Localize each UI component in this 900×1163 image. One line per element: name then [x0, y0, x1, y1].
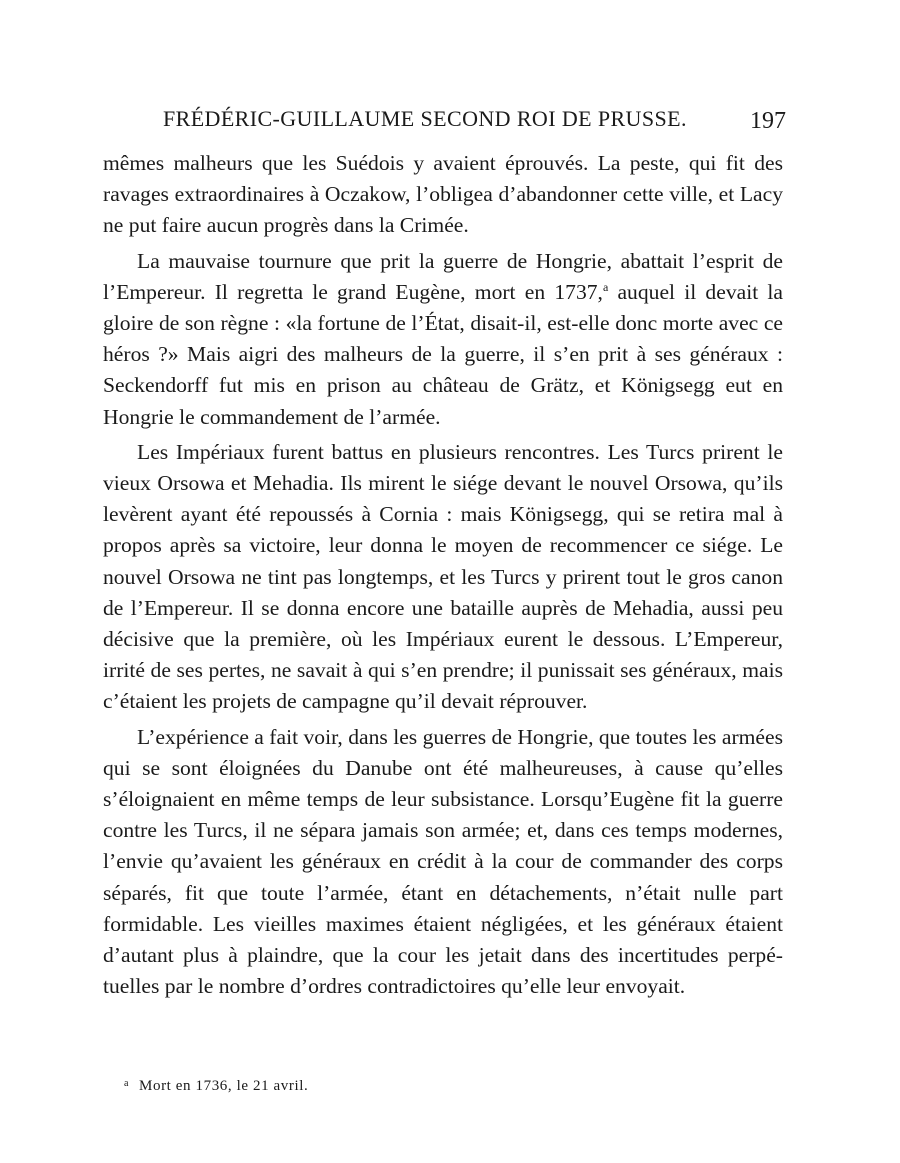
- page-number: 197: [750, 108, 786, 134]
- paragraph-continued: mêmes malheurs que les Suédois y avaient éprouvés. La peste, qui fit des ravages extraordinaires à Oczakow, l’obligea d’abandonner cette ville, et Lacy ne put faire aucun progrès dans la Crimée.: [103, 151, 783, 238]
- paragraph: L’expérience a fait voir, dans les guerres de Hongrie, que toutes les armées qui se sont éloignées du Danube ont été malheureuses, à cause qu’elles s’éloignaient en même temps de leur subsistance. Lorsqu’Eugène fit la guerre contre les Turcs, il ne sépara jamais son armée; et, dans ces temps modernes, l’envie qu’avaient les généraux en crédit à la cour de commander des corps séparés, fit que toute l’armée, étant en détachements, n’était nulle part formidable. Les vieilles maximes étaient négligées, et les généraux étaient d’autant plus à plaindre, que la cour les jetait dans des incertitudes perpétuelles par le nombre d’ordres contradictoires qu’elle leur envoyait.: [103, 724, 783, 999]
- paragraph: [103, 246, 783, 433]
- footnote-marker: a: [124, 1078, 130, 1089]
- paragraph-text: auquel il devait la gloire de son règne : «la fortune de l’État, disait-il, est-elle donc morte avec ce héros ?» Mais aigri des malheurs de la guerre, il s’en prit à ses généraux : Seckendorff fut mis en prison au château de Grätz, et Königsegg eut en Hongrie le commandement de l’armée.: [103, 279, 783, 429]
- running-title: FRÉDÉRIC-GUILLAUME SECOND ROI DE PRUSSE.: [163, 106, 687, 131]
- paragraph-text: La mauvaise tournure que prit la guerre de Hongrie, abattait l’esprit de l’Empereur. Il regretta le grand Eugène, mort en 1737,: [103, 248, 783, 304]
- paragraph: Les Impériaux furent battus en plusieurs rencontres. Les Turcs prirent le vieux Orsowa et Mehadia. Ils mirent le siége devant le nouvel Orsowa, qu’ils levèrent ayant été repoussés à Cornia : mais Königsegg, qui se retira mal à propos après sa victoire, leur donna le moyen de recommencer ce siége. Le nouvel Orsowa ne tint pas longtemps, et les Turcs y prirent tout le gros canon de l’Empereur. Il se donna encore une bataille auprès de Mehadia, aussi peu décisive que la première, où les Impériaux eurent le dessous. L’Empereur, irrité de ses pertes, ne savait à qui s’en prendre; il punissait ses généraux, mais c’étaient les projets de campagne qu’il devait réprouver.: [103, 439, 783, 714]
- running-head: [103, 106, 786, 140]
- body-text: [103, 148, 783, 1002]
- footnote-text: Mort en 1736, le 21 avril.: [139, 1078, 309, 1094]
- footnote-reference: a: [602, 279, 609, 294]
- footnote: [124, 1074, 764, 1096]
